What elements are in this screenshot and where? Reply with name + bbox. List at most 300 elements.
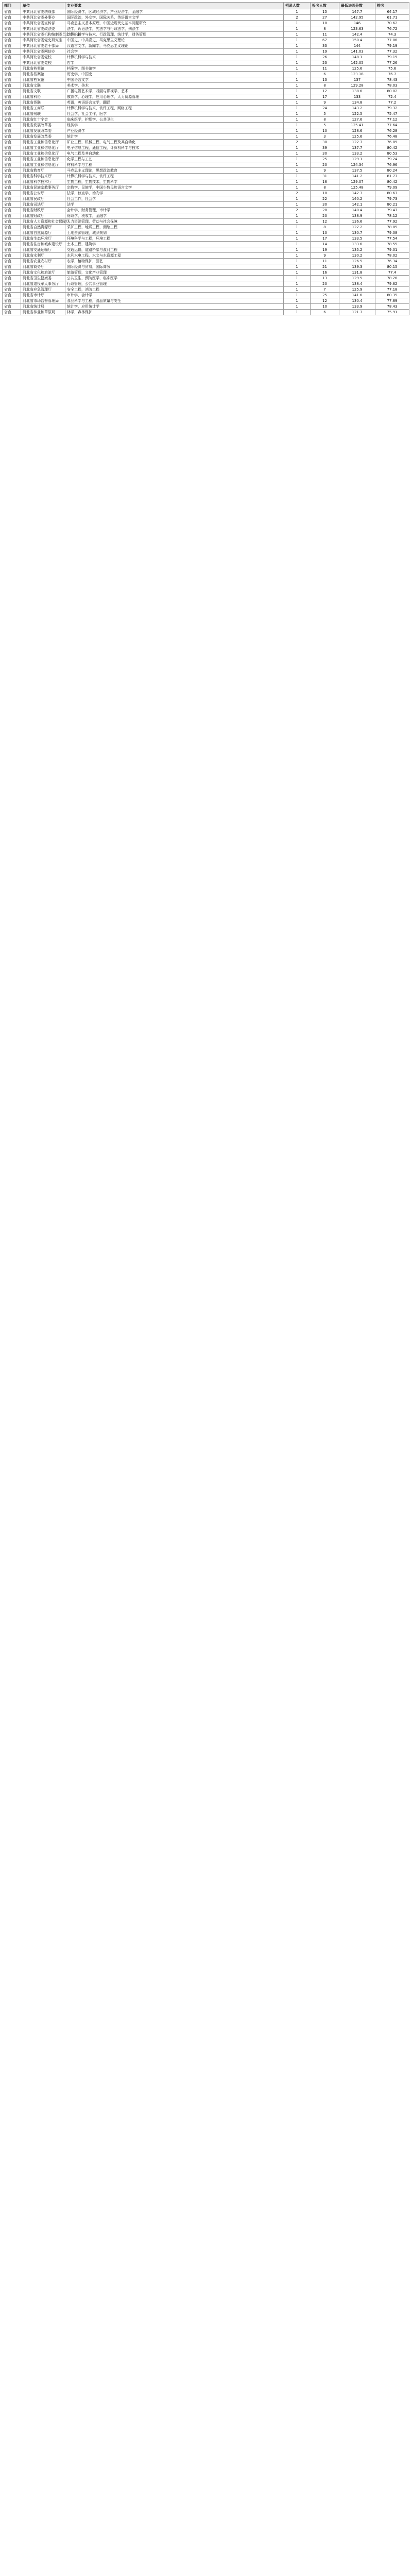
cell-quota: 1 [284, 123, 311, 128]
cell-rank: 76.28 [375, 128, 409, 134]
cell-dept: 省直 [3, 179, 21, 185]
cell-requirement: 人力资源管理，劳动与社会保障 [65, 219, 284, 225]
cell-requirement: 英语，英语语言文学，翻译 [65, 100, 284, 106]
cell-dept: 省直 [3, 77, 21, 83]
cell-requirement: 中国史，中共党史，马克思主义理论 [65, 38, 284, 43]
cell-rank: 78.12 [375, 213, 409, 219]
cell-quota: 1 [284, 134, 311, 140]
cell-rank: 77.2 [375, 100, 409, 106]
cell-applicants: 25 [311, 157, 339, 162]
cell-requirement: 会计学，财务管理，审计学 [65, 208, 284, 213]
cell-dept: 省直 [3, 174, 21, 179]
cell-unit: 河北省统计局 [21, 304, 65, 310]
cell-quota: 1 [284, 83, 311, 89]
cell-unit: 河北省自然资源厅 [21, 225, 65, 230]
cell-unit: 河北省工业和信息化厅 [21, 151, 65, 157]
cell-requirement: 法学，诉讼法学，宪法学与行政法学，刑法学 [65, 26, 284, 32]
cell-rank: 80.67 [375, 191, 409, 196]
cell-quota: 1 [284, 89, 311, 94]
table-row [3, 293, 409, 298]
cell-quota: 1 [284, 225, 311, 230]
cell-requirement: 环境科学与工程，环境工程 [65, 236, 284, 242]
cell-min-score: 129.5 [339, 276, 375, 281]
cell-quota: 1 [284, 168, 311, 174]
table-row [3, 60, 409, 66]
cell-rank: 64.17 [375, 9, 409, 15]
cell-rank: 77.92 [375, 219, 409, 225]
cell-applicants: 13 [311, 276, 339, 281]
cell-unit: 河北省卫生健康委 [21, 276, 65, 281]
cell-dept: 省直 [3, 15, 21, 21]
cell-unit: 河北省人力资源和社会保障厅 [21, 219, 65, 225]
cell-quota: 1 [284, 259, 311, 264]
cell-requirement: 社会学 [65, 49, 284, 55]
cell-dept: 省直 [3, 253, 21, 259]
cell-applicants: 6 [311, 310, 339, 315]
cell-applicants: 31 [311, 174, 339, 179]
cell-min-score: 125.48 [339, 185, 375, 191]
header-rank: 排名 [375, 3, 409, 9]
cell-dept: 省直 [3, 94, 21, 100]
cell-unit: 河北省住房和城乡建设厅 [21, 242, 65, 247]
cell-rank: 80.42 [375, 145, 409, 151]
cell-min-score: 141.6 [339, 293, 375, 298]
cell-requirement: 哲学 [65, 60, 284, 66]
cell-quota: 1 [284, 287, 311, 293]
cell-rank: 76.7 [375, 72, 409, 77]
table-row [3, 219, 409, 225]
cell-applicants: 6 [311, 72, 339, 77]
cell-dept: 省直 [3, 202, 21, 208]
cell-quota: 1 [284, 38, 311, 43]
cell-quota: 1 [284, 60, 311, 66]
header-unit: 单位 [21, 3, 65, 9]
cell-rank: 79.47 [375, 208, 409, 213]
cell-requirement: 林学，森林保护 [65, 310, 284, 315]
table-row [3, 281, 409, 287]
cell-rank: 79.24 [375, 157, 409, 162]
cell-applicants: 26 [311, 55, 339, 60]
cell-applicants: 30 [311, 151, 339, 157]
cell-rank: 70.62 [375, 21, 409, 26]
cell-dept: 省直 [3, 55, 21, 60]
cell-quota: 1 [284, 49, 311, 55]
cell-requirement: 马克思主义理论，思想政治教育 [65, 168, 284, 174]
cell-dept: 省直 [3, 276, 21, 281]
table-row [3, 72, 409, 77]
cell-unit: 中共河北省委宣传部 [21, 21, 65, 26]
cell-rank: 74.3 [375, 32, 409, 38]
cell-quota: 1 [284, 310, 311, 315]
cell-min-score: 127.2 [339, 225, 375, 230]
cell-dept: 省直 [3, 157, 21, 162]
table-row [3, 145, 409, 151]
cell-requirement: 采矿工程，地质工程，测绘工程 [65, 225, 284, 230]
cell-min-score: 140.2 [339, 196, 375, 202]
cell-quota: 1 [284, 230, 311, 236]
cell-requirement: 食品科学与工程，食品质量与安全 [65, 298, 284, 304]
cell-min-score: 133.6 [339, 242, 375, 247]
cell-quota: 1 [284, 270, 311, 276]
cell-requirement: 电子信息工程，通信工程，计算机科学与技术 [65, 145, 284, 151]
cell-requirement: 宗教学，民族学，中国少数民族语言文学 [65, 185, 284, 191]
cell-dept: 省直 [3, 247, 21, 253]
header-requirement: 专业要求 [65, 3, 284, 9]
cell-unit: 河北省侨联 [21, 100, 65, 106]
cell-requirement: 化学工程与工艺 [65, 157, 284, 162]
cell-applicants: 12 [311, 219, 339, 225]
cell-applicants: 8 [311, 117, 339, 123]
cell-min-score: 137.5 [339, 168, 375, 174]
table-row [3, 213, 409, 219]
cell-unit: 河北省民政厅 [21, 196, 65, 202]
cell-applicants: 16 [311, 270, 339, 276]
cell-dept: 省直 [3, 9, 21, 15]
cell-unit: 河北省民族宗教事务厅 [21, 185, 65, 191]
table-row [3, 259, 409, 264]
cell-min-score: 142.95 [339, 15, 375, 21]
table-row [3, 202, 409, 208]
table-row [3, 94, 409, 100]
cell-dept: 省直 [3, 293, 21, 298]
cell-rank: 79.73 [375, 196, 409, 202]
cell-dept: 省直 [3, 111, 21, 117]
cell-applicants: 30 [311, 202, 339, 208]
cell-rank: 76.34 [375, 259, 409, 264]
header-min-score: 最低进面分数 [339, 3, 375, 9]
cell-applicants: 8 [311, 225, 339, 230]
cell-rank: 79.19 [375, 43, 409, 49]
cell-rank: 72.4 [375, 94, 409, 100]
cell-min-score: 124.34 [339, 162, 375, 168]
cell-min-score: 138.9 [339, 213, 375, 219]
cell-requirement: 农学，植物保护，园艺 [65, 259, 284, 264]
table-row [3, 100, 409, 106]
cell-quota: 1 [284, 247, 311, 253]
cell-rank: 78.43 [375, 304, 409, 310]
cell-requirement: 法学 [65, 202, 284, 208]
cell-dept: 省直 [3, 225, 21, 230]
cell-dept: 省直 [3, 21, 21, 26]
cell-requirement: 行政管理，公共事业管理 [65, 281, 284, 287]
cell-rank: 78.02 [375, 253, 409, 259]
cell-applicants: 20 [311, 281, 339, 287]
table-row [3, 77, 409, 83]
cell-applicants: 17 [311, 236, 339, 242]
cell-applicants: 27 [311, 15, 339, 21]
cell-quota: 1 [284, 293, 311, 298]
cell-min-score: 123.18 [339, 72, 375, 77]
cell-quota: 1 [284, 196, 311, 202]
cell-applicants: 11 [311, 66, 339, 72]
cell-unit: 河北省科协 [21, 94, 65, 100]
cell-unit: 河北省水利厅 [21, 253, 65, 259]
cell-applicants: 10 [311, 128, 339, 134]
cell-min-score: 138.6 [339, 89, 375, 94]
cell-applicants: 8 [311, 26, 339, 32]
cell-rank: 80.53 [375, 151, 409, 157]
cell-unit: 中共河北省委党校 [21, 55, 65, 60]
cell-rank: 78.43 [375, 77, 409, 83]
cell-unit: 河北省司法厅 [21, 202, 65, 208]
table-row [3, 66, 409, 72]
cell-dept: 省直 [3, 242, 21, 247]
cell-requirement: 经济学 [65, 123, 284, 128]
cell-applicants: 19 [311, 49, 339, 55]
cell-unit: 河北省科学技术厅 [21, 179, 65, 185]
cell-quota: 1 [284, 77, 311, 83]
cell-quota: 1 [284, 276, 311, 281]
cell-min-score: 130.4 [339, 298, 375, 304]
cell-min-score: 147.7 [339, 9, 375, 15]
cell-unit: 河北省审计厅 [21, 293, 65, 298]
cell-rank: 75.91 [375, 310, 409, 315]
cell-min-score: 133.9 [339, 304, 375, 310]
cell-requirement: 电气工程及其自动化 [65, 151, 284, 157]
table-row [3, 168, 409, 174]
cell-quota: 1 [284, 26, 311, 32]
cell-quota: 2 [284, 140, 311, 145]
cell-min-score: 133 [339, 94, 375, 100]
cell-requirement: 计算机科学与技术，软件工程，网络工程 [65, 106, 284, 111]
cell-dept: 省直 [3, 32, 21, 38]
cell-quota: 1 [284, 162, 311, 168]
header-dept: 部门 [3, 3, 21, 9]
cell-dept: 省直 [3, 100, 21, 106]
table-row [3, 134, 409, 140]
cell-min-score: 134.8 [339, 100, 375, 106]
cell-min-score: 150.4 [339, 38, 375, 43]
cell-applicants: 8 [311, 83, 339, 89]
cell-quota: 1 [284, 106, 311, 111]
cell-dept: 省直 [3, 145, 21, 151]
cell-applicants: 11 [311, 259, 339, 264]
cell-min-score: 137 [339, 77, 375, 83]
cell-min-score: 122.7 [339, 140, 375, 145]
cell-dept: 省直 [3, 89, 21, 94]
cell-dept: 省直 [3, 43, 21, 49]
cell-applicants: 23 [311, 60, 339, 66]
cell-requirement: 临床医学，护理学，公共卫生 [65, 117, 284, 123]
cell-requirement: 交通运输，道路桥梁与渡河工程 [65, 247, 284, 253]
cell-requirement: 统计学，应用统计学 [65, 304, 284, 310]
cell-unit: 河北省交通运输厅 [21, 247, 65, 253]
cell-requirement: 教育学，心理学，应用心理学，人力资源管理 [65, 94, 284, 100]
cell-applicants: 16 [311, 179, 339, 185]
table-row [3, 185, 409, 191]
cell-applicants: 18 [311, 21, 339, 26]
cell-quota: 1 [284, 219, 311, 225]
cell-unit: 河北省文化和旅游厅 [21, 270, 65, 276]
cell-rank: 80.24 [375, 168, 409, 174]
cell-unit: 河北省财政厅 [21, 213, 65, 219]
cell-dept: 省直 [3, 185, 21, 191]
cell-min-score: 130.2 [339, 253, 375, 259]
cell-applicants: 5 [311, 123, 339, 128]
cell-requirement: 国际政治，外交学，国际关系，英语语言文学 [65, 15, 284, 21]
cell-min-score: 142.4 [339, 32, 375, 38]
table-row [3, 225, 409, 230]
cell-min-score: 130.7 [339, 230, 375, 236]
cell-unit: 河北省退役军人事务厅 [21, 281, 65, 287]
cell-min-score: 142.1 [339, 202, 375, 208]
cell-unit: 河北省工商联 [21, 106, 65, 111]
cell-requirement: 美术学，美术 [65, 83, 284, 89]
cell-applicants: 18 [311, 191, 339, 196]
cell-applicants: 20 [311, 162, 339, 168]
cell-dept: 省直 [3, 219, 21, 225]
cell-requirement: 国际经济学，区域经济学，产业经济学，金融学 [65, 9, 284, 15]
table-row [3, 128, 409, 134]
cell-rank: 77.18 [375, 287, 409, 293]
cell-min-score: 142.05 [339, 60, 375, 66]
table-row [3, 270, 409, 276]
cell-rank: 80.42 [375, 179, 409, 185]
cell-rank: 78.03 [375, 83, 409, 89]
cell-min-score: 143.2 [339, 106, 375, 111]
cell-unit: 河北省残联 [21, 111, 65, 117]
table-row [3, 123, 409, 128]
cell-quota: 2 [284, 208, 311, 213]
cell-dept: 省直 [3, 196, 21, 202]
header-quota: 招录人数 [284, 3, 311, 9]
cell-requirement: 统计学 [65, 134, 284, 140]
cell-dept: 省直 [3, 128, 21, 134]
table-row [3, 43, 409, 49]
cell-requirement: 汉语言文学，新闻学，马克思主义理论 [65, 43, 284, 49]
cell-min-score: 138.4 [339, 281, 375, 287]
cell-dept: 省直 [3, 151, 21, 157]
cell-unit: 河北省档案馆 [21, 77, 65, 83]
table-row [3, 117, 409, 123]
cell-quota: 1 [284, 202, 311, 208]
cell-rank: 77.89 [375, 298, 409, 304]
cell-dept: 省直 [3, 83, 21, 89]
cell-min-score: 123.63 [339, 26, 375, 32]
cell-min-score: 139.3 [339, 264, 375, 270]
cell-rank: 75.47 [375, 111, 409, 117]
table-row [3, 236, 409, 242]
cell-applicants: 10 [311, 304, 339, 310]
cell-quota: 1 [284, 242, 311, 247]
cell-dept: 省直 [3, 270, 21, 276]
cell-quota: 1 [284, 236, 311, 242]
cell-min-score: 125.41 [339, 123, 375, 128]
cell-rank: 78.55 [375, 242, 409, 247]
cell-min-score: 135.2 [339, 247, 375, 253]
cell-dept: 省直 [3, 66, 21, 72]
table-row [3, 242, 409, 247]
cell-quota: 1 [284, 213, 311, 219]
cell-applicants: 5 [311, 111, 339, 117]
cell-quota: 2 [284, 15, 311, 21]
cell-quota: 1 [284, 94, 311, 100]
cell-applicants: 24 [311, 106, 339, 111]
table-row [3, 310, 409, 315]
cell-unit: 河北省工业和信息化厅 [21, 145, 65, 151]
cell-min-score: 128.6 [339, 128, 375, 134]
cell-unit: 中共河北省委党校 [21, 60, 65, 66]
cell-unit: 河北省发展改革委 [21, 123, 65, 128]
header-applicants: 报名人数 [311, 3, 339, 9]
cell-dept: 省直 [3, 26, 21, 32]
cell-requirement: 生物工程，生物技术，生物科学 [65, 179, 284, 185]
cell-dept: 省直 [3, 123, 21, 128]
cell-applicants: 13 [311, 77, 339, 83]
cell-min-score: 122.5 [339, 111, 375, 117]
cell-min-score: 126.5 [339, 259, 375, 264]
table-row [3, 49, 409, 55]
cell-applicants: 22 [311, 196, 339, 202]
cell-unit: 河北省农业农村厅 [21, 259, 65, 264]
cell-dept: 省直 [3, 287, 21, 293]
data-sheet [2, 2, 409, 315]
cell-min-score: 133.5 [339, 236, 375, 242]
cell-rank: 77.26 [375, 60, 409, 66]
cell-min-score: 137.7 [339, 145, 375, 151]
cell-requirement: 中国语言文学 [65, 77, 284, 83]
cell-min-score: 141.2 [339, 174, 375, 179]
cell-rank: 77.12 [375, 117, 409, 123]
cell-rank: 77.64 [375, 123, 409, 128]
cell-quota: 1 [284, 145, 311, 151]
cell-dept: 省直 [3, 236, 21, 242]
cell-unit: 河北省自然资源厅 [21, 230, 65, 236]
cell-unit: 河北省商务厅 [21, 264, 65, 270]
cell-rank: 80.35 [375, 293, 409, 298]
cell-quota: 1 [284, 66, 311, 72]
cell-unit: 河北省工业和信息化厅 [21, 157, 65, 162]
table-row [3, 179, 409, 185]
cell-dept: 省直 [3, 168, 21, 174]
table-row [3, 21, 409, 26]
cell-rank: 76.72 [375, 26, 409, 32]
cell-applicants: 20 [311, 213, 339, 219]
cell-requirement: 财政学，税收学，金融学 [65, 213, 284, 219]
cell-dept: 省直 [3, 134, 21, 140]
cell-min-score: 148.1 [339, 55, 375, 60]
cell-rank: 80.02 [375, 89, 409, 94]
cell-rank: 80.15 [375, 264, 409, 270]
cell-unit: 河北省科学技术厅 [21, 174, 65, 179]
cell-rank: 76.89 [375, 140, 409, 145]
cell-applicants: 30 [311, 140, 339, 145]
cell-requirement: 计算机科学与技术 [65, 55, 284, 60]
cell-rank: 81.77 [375, 174, 409, 179]
cell-min-score: 125.6 [339, 66, 375, 72]
table-row [3, 230, 409, 236]
cell-applicants: 67 [311, 38, 339, 43]
cell-rank: 79.08 [375, 230, 409, 236]
table-row [3, 140, 409, 145]
cell-rank: 79.19 [375, 55, 409, 60]
cell-applicants: 19 [311, 247, 339, 253]
cell-quota: 1 [284, 304, 311, 310]
cell-applicants: 12 [311, 298, 339, 304]
cell-unit: 河北省红十字会 [21, 117, 65, 123]
table-row [3, 32, 409, 38]
cell-applicants: 33 [311, 43, 339, 49]
table-row [3, 287, 409, 293]
cell-min-score: 125.9 [339, 287, 375, 293]
cell-unit: 河北省生态环境厅 [21, 236, 65, 242]
cell-unit: 河北省文联 [21, 83, 65, 89]
cell-min-score: 144 [339, 43, 375, 49]
table-row [3, 174, 409, 179]
cell-dept: 省直 [3, 230, 21, 236]
cell-dept: 省直 [3, 281, 21, 287]
cell-dept: 省直 [3, 259, 21, 264]
